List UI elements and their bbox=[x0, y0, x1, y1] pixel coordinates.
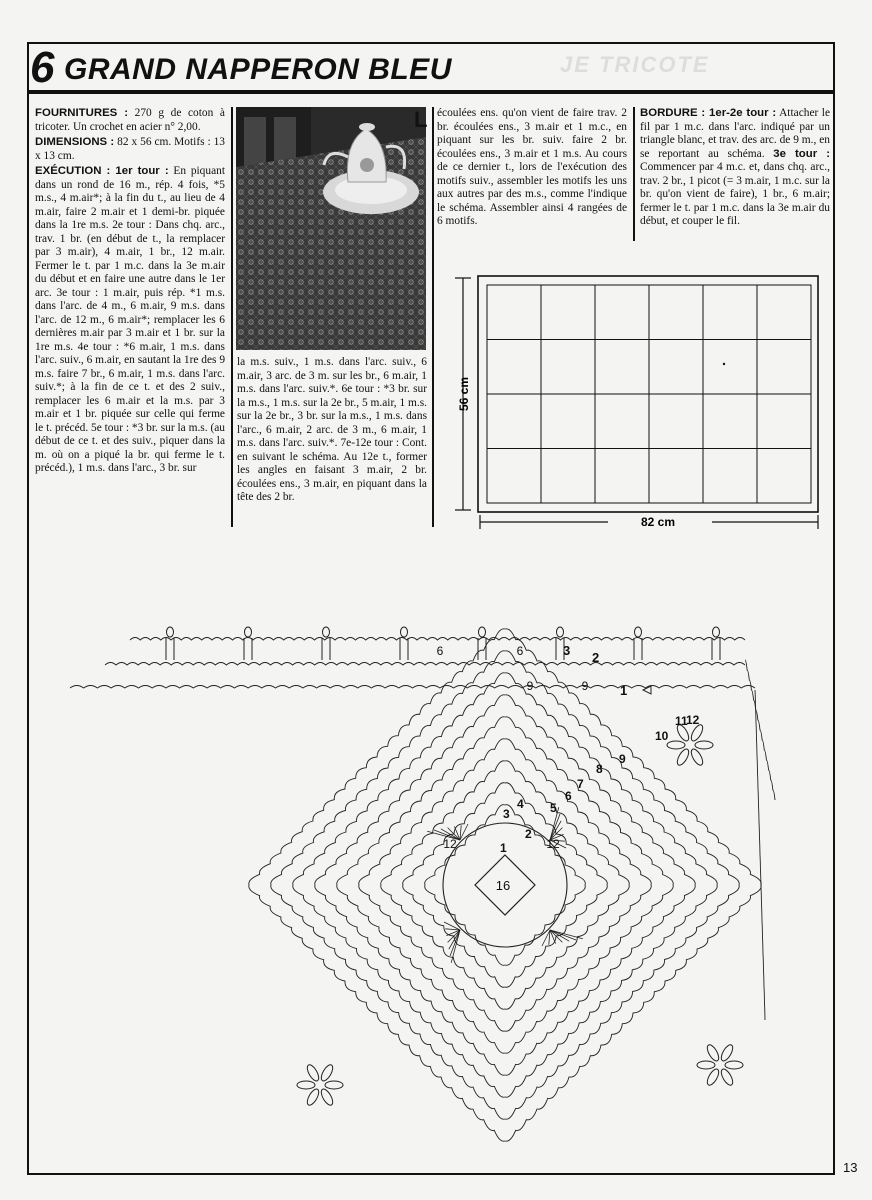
instructions-column-4 bbox=[640, 107, 830, 231]
page-number: 13 bbox=[843, 1160, 858, 1175]
top-arc-label-6a: 6 bbox=[436, 644, 444, 658]
border-text: Attacher le fil par 1 m.c. dans l'arc. indiqué par un triangle blanc, et trav. des arc. de 9 m., en se reportant au schéma. bbox=[640, 107, 831, 160]
motif-cell bbox=[703, 394, 757, 449]
photo-illustration bbox=[236, 107, 426, 350]
motif-cell bbox=[757, 449, 811, 504]
materials-label: FOURNITURES : bbox=[35, 107, 128, 119]
picot bbox=[245, 627, 252, 637]
motif-cell bbox=[757, 285, 811, 340]
instructions-column-2 bbox=[237, 356, 427, 507]
motif-cell bbox=[595, 285, 649, 340]
motif-cell bbox=[487, 285, 541, 340]
motif-cell bbox=[757, 340, 811, 395]
border-chain-side bbox=[745, 660, 775, 800]
crochet-chart bbox=[55, 600, 795, 1160]
corner-petal bbox=[695, 741, 713, 749]
border-round-label: 2 bbox=[592, 650, 600, 665]
arc-label-right: 12 bbox=[546, 837, 560, 851]
picot bbox=[401, 627, 408, 637]
round-number-label: 6 bbox=[565, 789, 572, 803]
motif-cell bbox=[541, 449, 595, 504]
corner-petal bbox=[675, 747, 691, 767]
assembly-text: écoulées ens. qu'on vient de faire trav. 2 br. écoulées ens., 3 m.air et 1 m.c., en piquant sur les br. suiv. faire 2 br. écoulées ens., 3 m.air et 1 m.s. Au cours de ce dernier t., lors de l'exécution des motifs suiv., assembler les motifs les uns aux autres par des m.s., comme l'indique le schéma. Assembler ainsi 4 rangées de 6 motifs. bbox=[437, 107, 627, 227]
materials-text: 270 g de coton à tricoter. Un crochet en acier n° 2,00. bbox=[35, 107, 225, 133]
corner-petal bbox=[705, 1067, 721, 1087]
round3-label: 3e tour : bbox=[773, 147, 830, 160]
dimensions-paragraph bbox=[35, 136, 225, 163]
motif-cell bbox=[757, 394, 811, 449]
corner-petal bbox=[719, 1043, 735, 1063]
center-stitch-count: 16 bbox=[495, 878, 511, 893]
border-chain-row bbox=[130, 638, 745, 641]
border-round-label: 3 bbox=[563, 643, 571, 658]
border-chain-side bbox=[755, 690, 765, 1020]
execution-text: En piquant dans un rond de 16 m., rép. 4 fois, *5 m.s., 4 m.air*; à la fin du t., au lieu de 4 m.air, faire 2 m.air et 1 demi-br. piquée dans la 1re m.s. 2e tour : Dans chq. arc., trav. 1 br. (en début de t., la remplacer par 3 m.air), 4 m.air, 1 br., 12 m.air. Fermer le t. par 1 m.c. dans la 3e m.air du début et en faire une autre dans le 1er arc. 3e tour : 1 m.air, puis rép. *1 m.s. dans l'arc. de 4 m., 6 m.air, 9 m.s. dans l'arc. de 12 m., 6 m.air*; remplacer les 6 dernières m.air par 3 m.air et 1 br. sur la 1re m.s. 4e tour : *6 m.air, 1 m.s. dans l'arc. suiv., 6 m.air, en sautant la 1re des 9 m.s. faire 7 br., 6 m.air, 1 m.s. dans l'arc. suiv.*; à la fin de ce t. et des 2 suiv., remplacer les 6 m.air et la m.s. par 3 m.air et 1 br. piquée sur celle qui ferme le t. précéd. 5e tour : *3 br. sur la m.s. (au début de ce t. et des suiv., piquer dans la m. où on a piqué la br. qui ferme le t. précéd.), 1 m.s. dans l'arc., 3 br. sur bbox=[35, 165, 226, 474]
dimensions-label: DIMENSIONS : bbox=[35, 136, 115, 148]
round-number-label: 8 bbox=[596, 762, 603, 776]
width-label: 82 cm bbox=[640, 515, 676, 529]
border-paragraph bbox=[640, 107, 830, 229]
corner-petal bbox=[319, 1087, 335, 1107]
column-divider bbox=[432, 107, 434, 527]
tablecloth-photo bbox=[236, 107, 426, 350]
corner-petal bbox=[689, 747, 705, 767]
height-label: 56 cm bbox=[457, 376, 471, 412]
motif-cell bbox=[649, 340, 703, 395]
execution-paragraph bbox=[35, 165, 225, 476]
motif-cell bbox=[649, 285, 703, 340]
motif-cell bbox=[487, 340, 541, 395]
border-round-label: 1 bbox=[620, 683, 628, 698]
motif-cell bbox=[595, 449, 649, 504]
motif-cell bbox=[595, 394, 649, 449]
picot bbox=[713, 627, 720, 637]
picot bbox=[323, 627, 330, 637]
pattern-number: 6 bbox=[30, 43, 55, 92]
motif-cell bbox=[595, 340, 649, 395]
motif-cell bbox=[541, 340, 595, 395]
assembly-layout-diagram bbox=[450, 268, 830, 548]
round-number-label: 7 bbox=[577, 777, 584, 791]
round3-text: Commencer par 4 m.c. et, dans chq. arc., trav. 2 br., 1 picot (= 3 m.air, 1 m.c. sur la br. qu'on vient de faire), 1 br., 6 m.air; fermer le t. par 1 m.c. dans la 3e m.air du début, et couper le fil. bbox=[640, 161, 830, 227]
top-arc-label-6b: 6 bbox=[516, 644, 524, 658]
round-number-label: 12 bbox=[686, 713, 700, 727]
motif-cell bbox=[541, 394, 595, 449]
picot bbox=[167, 627, 174, 637]
motif-grid bbox=[487, 285, 811, 503]
column-divider bbox=[633, 107, 635, 241]
motif-cell bbox=[487, 449, 541, 504]
column-divider bbox=[231, 107, 233, 527]
border-arc-label-9b: 9 bbox=[581, 679, 589, 693]
motif-cell bbox=[703, 449, 757, 504]
border-chain-row bbox=[70, 686, 755, 689]
corner-petal bbox=[325, 1081, 343, 1089]
corner-petal bbox=[305, 1063, 321, 1083]
round-number-label: 3 bbox=[503, 807, 510, 821]
motif-cell bbox=[703, 285, 757, 340]
round-number-label: 11 bbox=[675, 714, 688, 728]
round-number-label: 4 bbox=[517, 797, 524, 811]
picot bbox=[479, 627, 486, 637]
border-label: BORDURE : 1er-2e tour : bbox=[640, 107, 777, 119]
corner-petal bbox=[705, 1043, 721, 1063]
page-title: GRAND NAPPERON BLEU bbox=[64, 53, 452, 86]
corner-petal bbox=[667, 741, 685, 749]
round-number-label: 2 bbox=[525, 827, 532, 841]
motif-cell bbox=[649, 394, 703, 449]
picot bbox=[635, 627, 642, 637]
round-number-label: 9 bbox=[619, 752, 626, 766]
round-number-label: 10 bbox=[655, 729, 669, 743]
motif-cell bbox=[487, 394, 541, 449]
execution-label: EXÉCUTION : 1er tour : bbox=[35, 165, 169, 177]
corner-petal bbox=[697, 1061, 715, 1069]
rounds-continued-text: la m.s. suiv., 1 m.s. dans l'arc. suiv., 6 m.air, 3 arc. de 3 m. sur les br., 6 m.air, 1 m.s. dans l'arc. suiv.*. 6e tour : *3 br. sur la m.s., 1 m.s. sur la 2e br., 5 m.air, 1 m.s. sur la 2e br., 3 br. sur la m.s., 1 m.s. dans l'arc., 6 m.air, 2 arc. de 3 m., 6 m.air, 1 m.s. dans l'arc. suiv.*. 7e-12e tour : Cont. en suivant le schéma. Au 12e t., former les angles en faisant 3 m.air, 2 br. écoulées ens., 3 m.air, en piquant dans la tête des 2 br. bbox=[237, 356, 428, 503]
border-chain-row bbox=[105, 663, 745, 666]
materials-paragraph bbox=[35, 107, 225, 134]
corner-petal bbox=[305, 1087, 321, 1107]
motif-cell bbox=[541, 285, 595, 340]
motif-cell bbox=[703, 340, 757, 395]
round-number-label: 5 bbox=[550, 801, 557, 815]
arc-label-left: 12 bbox=[443, 837, 457, 851]
dimensions-text: 82 x 56 cm. Motifs : 13 x 13 cm. bbox=[35, 136, 225, 162]
corner-petal bbox=[725, 1061, 743, 1069]
round-number-label: 1 bbox=[500, 841, 507, 855]
bleed-through-text: JE TRICOTE bbox=[560, 52, 710, 77]
corner-petal bbox=[719, 1067, 735, 1087]
instructions-column-1 bbox=[35, 107, 225, 478]
corner-petal bbox=[297, 1081, 315, 1089]
picot bbox=[557, 627, 564, 637]
instructions-column-3 bbox=[437, 107, 627, 231]
photo-corner-letter: L bbox=[414, 107, 428, 132]
border-arc-label-9a: 9 bbox=[526, 679, 534, 693]
corner-petal bbox=[319, 1063, 335, 1083]
motif-cell bbox=[649, 449, 703, 504]
